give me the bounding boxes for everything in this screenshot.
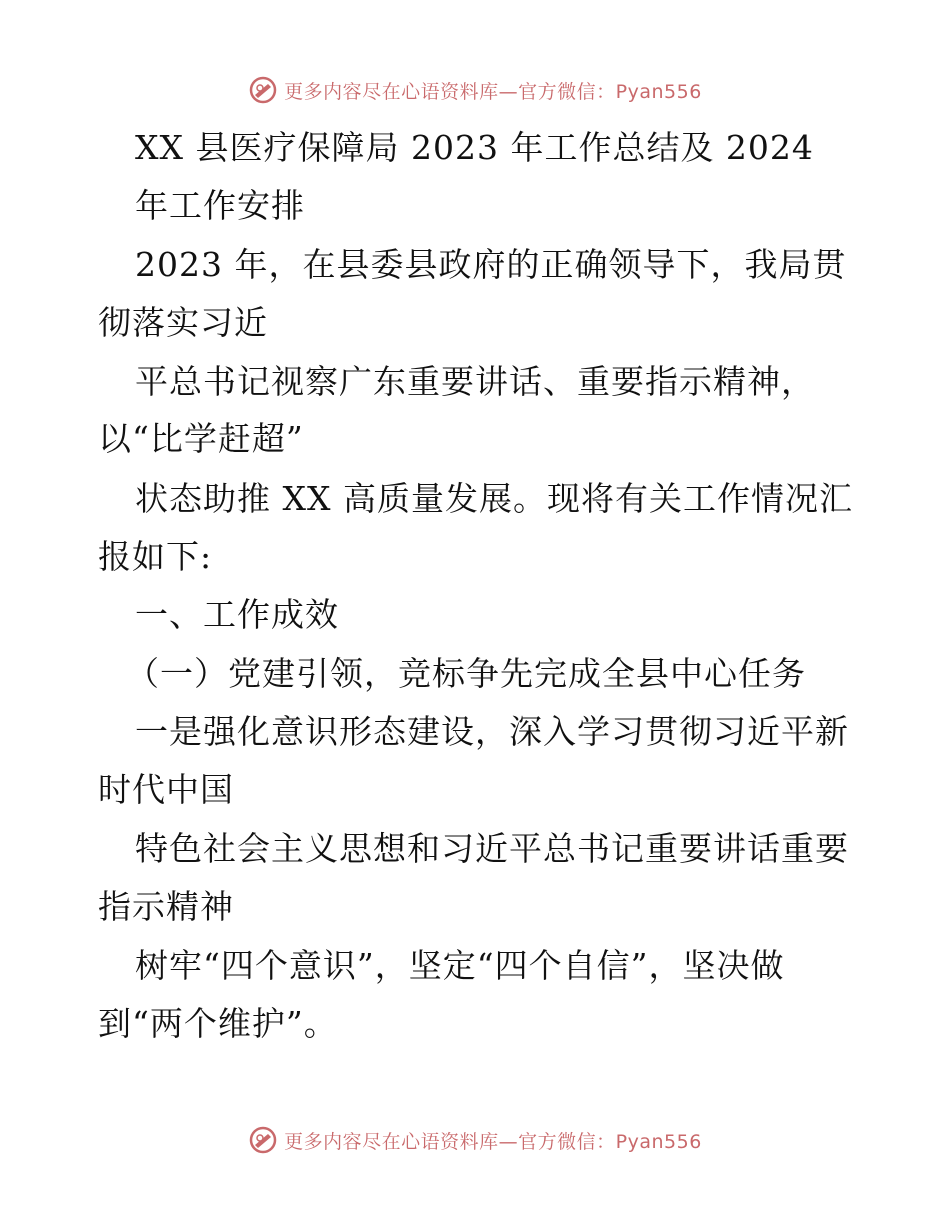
- intro-line: 2023 年，在县委县政府的正确领导下，我局贯: [135, 245, 847, 284]
- watermark-text-bottom: 更多内容尽在心语资料库—官方微信：Pyan556: [284, 1130, 702, 1153]
- document-title-line-2: 年工作安排: [135, 186, 305, 225]
- subsection-heading: （一）党建引领，竞标争先完成全县中心任务: [126, 654, 806, 693]
- section-heading: 一、工作成效: [135, 595, 339, 634]
- paragraph-line: 时代中国: [98, 770, 234, 809]
- intro-line: 彻落实习近: [98, 303, 268, 342]
- watermark-banner-bottom: [0, 1120, 950, 1160]
- paragraph-line: 特色社会主义思想和习近平总书记重要讲话重要: [135, 829, 849, 868]
- paragraph-line: 树牢“四个意识”，坚定“四个自信”，坚决做: [135, 946, 785, 985]
- brand-logo-icon: [248, 1125, 278, 1155]
- paragraph-line: 一是强化意识形态建设，深入学习贯彻习近平新: [135, 712, 849, 751]
- intro-line: 报如下:: [98, 537, 213, 576]
- intro-line: 以“比学赶超”: [98, 419, 304, 458]
- document-title-line-1: XX 县医疗保障局 2023 年工作总结及 2024: [135, 128, 814, 167]
- watermark-text-top: 更多内容尽在心语资料库—官方微信：Pyan556: [284, 80, 702, 103]
- intro-line: 状态助推 XX 高质量发展。现将有关工作情况汇: [135, 479, 853, 518]
- paragraph-line: 指示精神: [98, 887, 234, 926]
- intro-line: 平总书记视察广东重要讲话、重要指示精神，: [135, 362, 815, 401]
- paragraph-line: 到“两个维护”。: [98, 1004, 338, 1043]
